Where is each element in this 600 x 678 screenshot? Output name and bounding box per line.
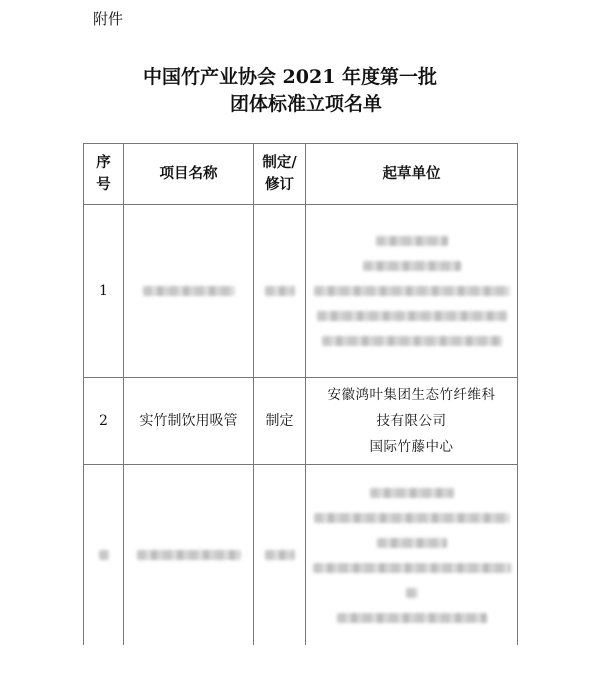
row3-name-redacted: [124, 465, 254, 646]
row3-unit-redacted: [306, 465, 518, 646]
row2-unit-line3: 国际竹藤中心: [369, 439, 454, 455]
row2-unit: [306, 378, 518, 465]
standards-table: [83, 143, 518, 645]
row1-unit-redacted: [306, 205, 518, 378]
header-unit: 起草单位: [306, 144, 518, 205]
header-type-line2: 修订: [265, 176, 294, 193]
header-name: 项目名称: [124, 144, 254, 205]
header-seq-line2: 号: [96, 176, 111, 193]
attachment-label: 附件: [93, 10, 124, 28]
row1-seq: 1: [84, 205, 124, 378]
row2-unit-line1: 安徽鸿叶集团生态竹纤维科: [327, 387, 496, 403]
table-row: [84, 465, 518, 646]
row3-seq-redacted: [84, 465, 124, 646]
row2-type: 制定: [254, 378, 306, 465]
table-row: [84, 378, 518, 465]
row3-type-redacted: [254, 465, 306, 646]
table-header-row: [84, 144, 518, 205]
row1-type-redacted: [254, 205, 306, 378]
header-seq: [84, 144, 124, 205]
document-title-line2: 团体标准立项名单: [229, 93, 382, 115]
row2-unit-line2: 技有限公司: [376, 413, 447, 429]
document-title-line1: 中国竹产业协会 2021 年度第一批: [142, 66, 438, 88]
header-seq-line1: 序: [96, 154, 111, 171]
header-type-line1: 制定/: [262, 154, 297, 171]
table-row: [84, 205, 518, 378]
row2-name: 实竹制饮用吸管: [124, 378, 254, 465]
row2-seq: 2: [84, 378, 124, 465]
row1-name-redacted: [124, 205, 254, 378]
header-type: [254, 144, 306, 205]
